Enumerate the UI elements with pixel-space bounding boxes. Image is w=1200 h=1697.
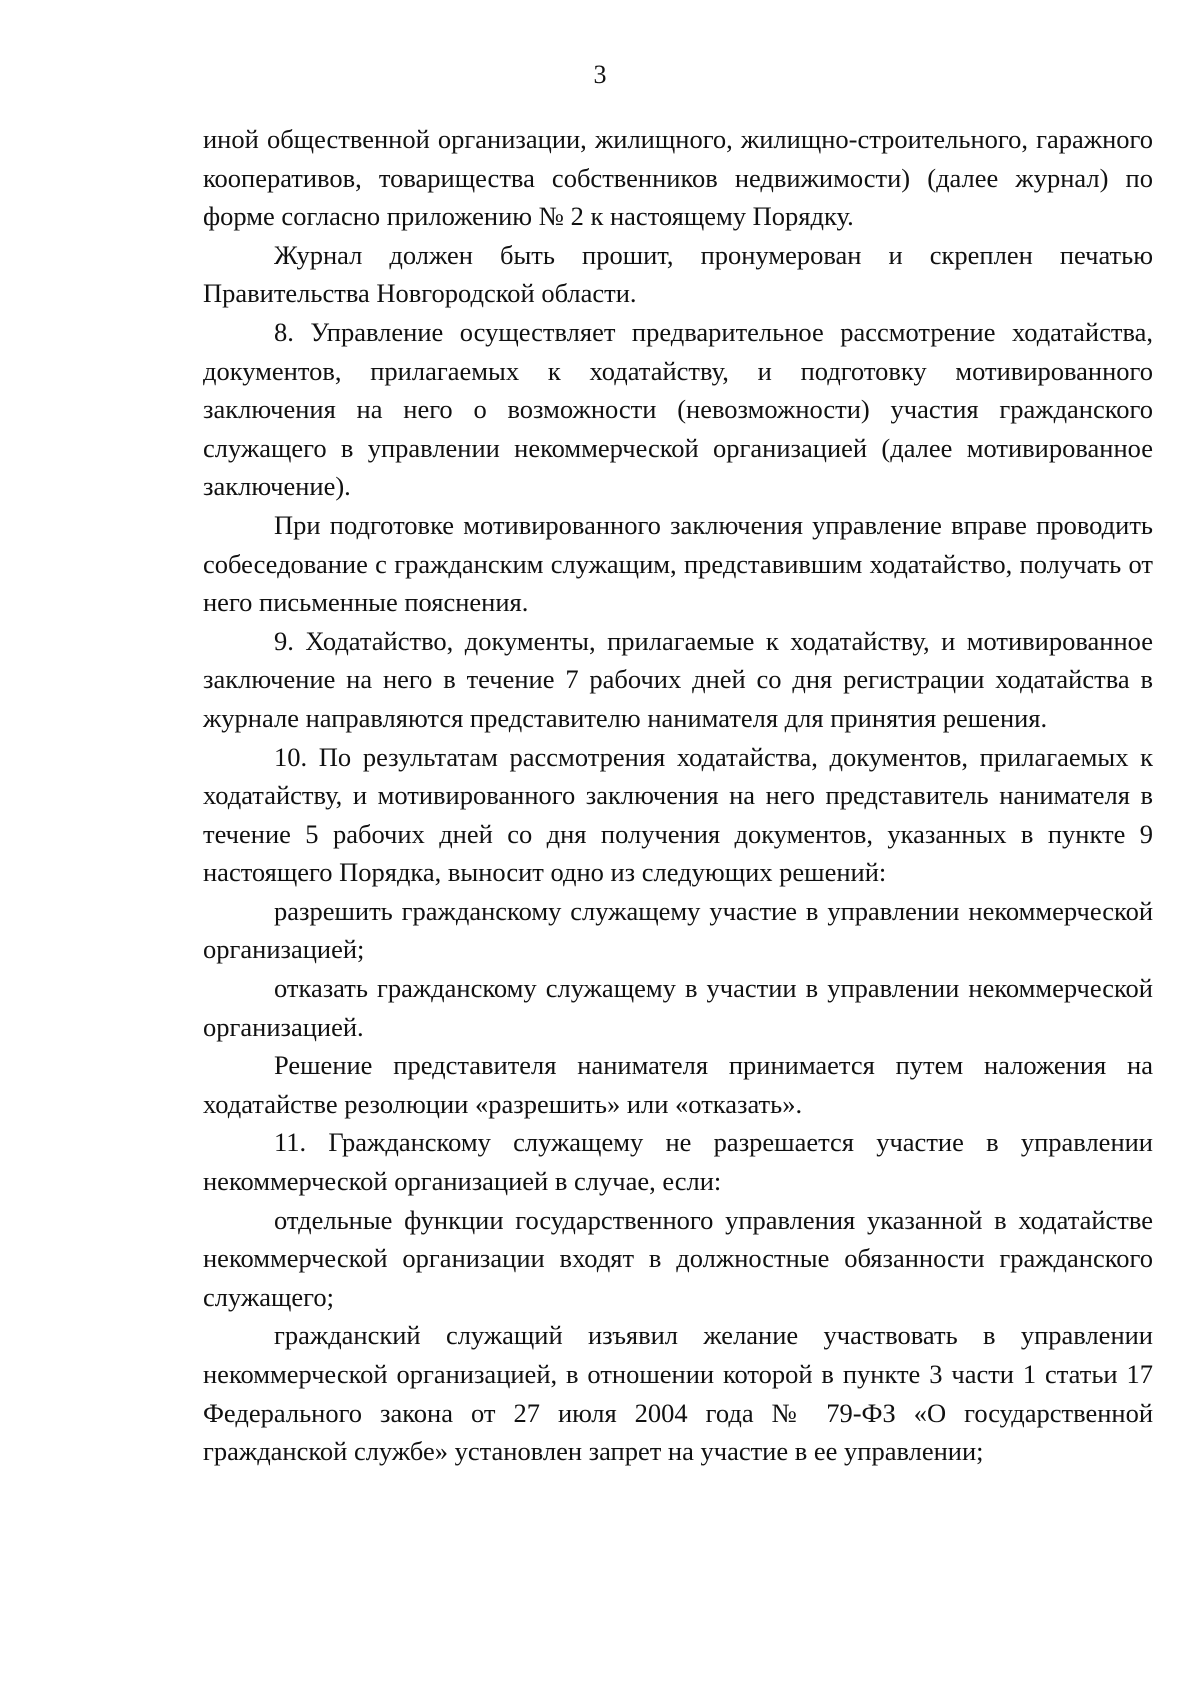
paragraph-item-10: 10. По результатам рассмотрения ходатайства, документов, прилагаемых к ходатайству, и мотивированного заключения на него представитель нанимателя в течение 5 рабочих дней со дня получения документов, указанных в пункте 9 настоящего Порядка, выносит одно из следующих решений:: [203, 741, 1153, 888]
paragraph-decision-refuse: отказать гражданскому служащему в участии в управлении некоммерческой организацией.: [203, 973, 1153, 1042]
paragraph-condition-functions: отдельные функции государственного управления указанной в ходатайстве некоммерческой организации входят в должностные обязанности гражданского служащего;: [203, 1204, 1153, 1312]
paragraph-continuation: иной общественной организации, жилищного, жилищно-строительного, гаражного кооперативов, товарищества собственников недвижимости) (далее журнал) по форме согласно приложению № 2 к настоящему Порядку.: [203, 124, 1153, 232]
paragraph-interview: При подготовке мотивированного заключения управление вправе проводить собеседование с гражданским служащим, представившим ходатайство, получать от него письменные пояснения.: [203, 509, 1153, 618]
document-body: [203, 120, 1153, 1471]
paragraph-resolution: Решение представителя нанимателя принимается путем наложения на ходатайстве резолюции «разрешить» или «отказать».: [203, 1050, 1153, 1119]
paragraph-item-9: 9. Ходатайство, документы, прилагаемые к ходатайству, и мотивированное заключение на него в течение 7 рабочих дней со дня регистрации ходатайства в журнале направляются представителю нанимателя для принятия решения.: [203, 625, 1153, 733]
paragraph-item-8: 8. Управление осуществляет предварительное рассмотрение ходатайства, документов, прилагаемых к ходатайству, и подготовку мотивированного заключения на него о возможности (невозможности) участия гражданского служащего в управлении некоммерческой организацией (далее мотивированное заключение).: [203, 316, 1153, 502]
page-number: 3: [593, 60, 607, 89]
paragraph-item-11: 11. Гражданскому служащему не разрешается участие в управлении некоммерческой организацией в случае, если:: [203, 1127, 1153, 1197]
paragraph-decision-allow: разрешить гражданскому служащему участие в управлении некоммерческой организацией;: [203, 895, 1153, 965]
paragraph-condition-prohibition: гражданский служащий изъявил желание участвовать в управлении некоммерческой организацией, в отношении которой в пункте 3 части 1 статьи 17 Федерального закона от 27 июля 2004 года № 79-ФЗ «О государственной гражданской службе» установлен запрет на участие в ее управлении;: [203, 1320, 1153, 1467]
paragraph-journal-binding: Журнал должен быть прошит, пронумерован и скреплен печатью Правительства Новгородской области.: [203, 239, 1153, 309]
